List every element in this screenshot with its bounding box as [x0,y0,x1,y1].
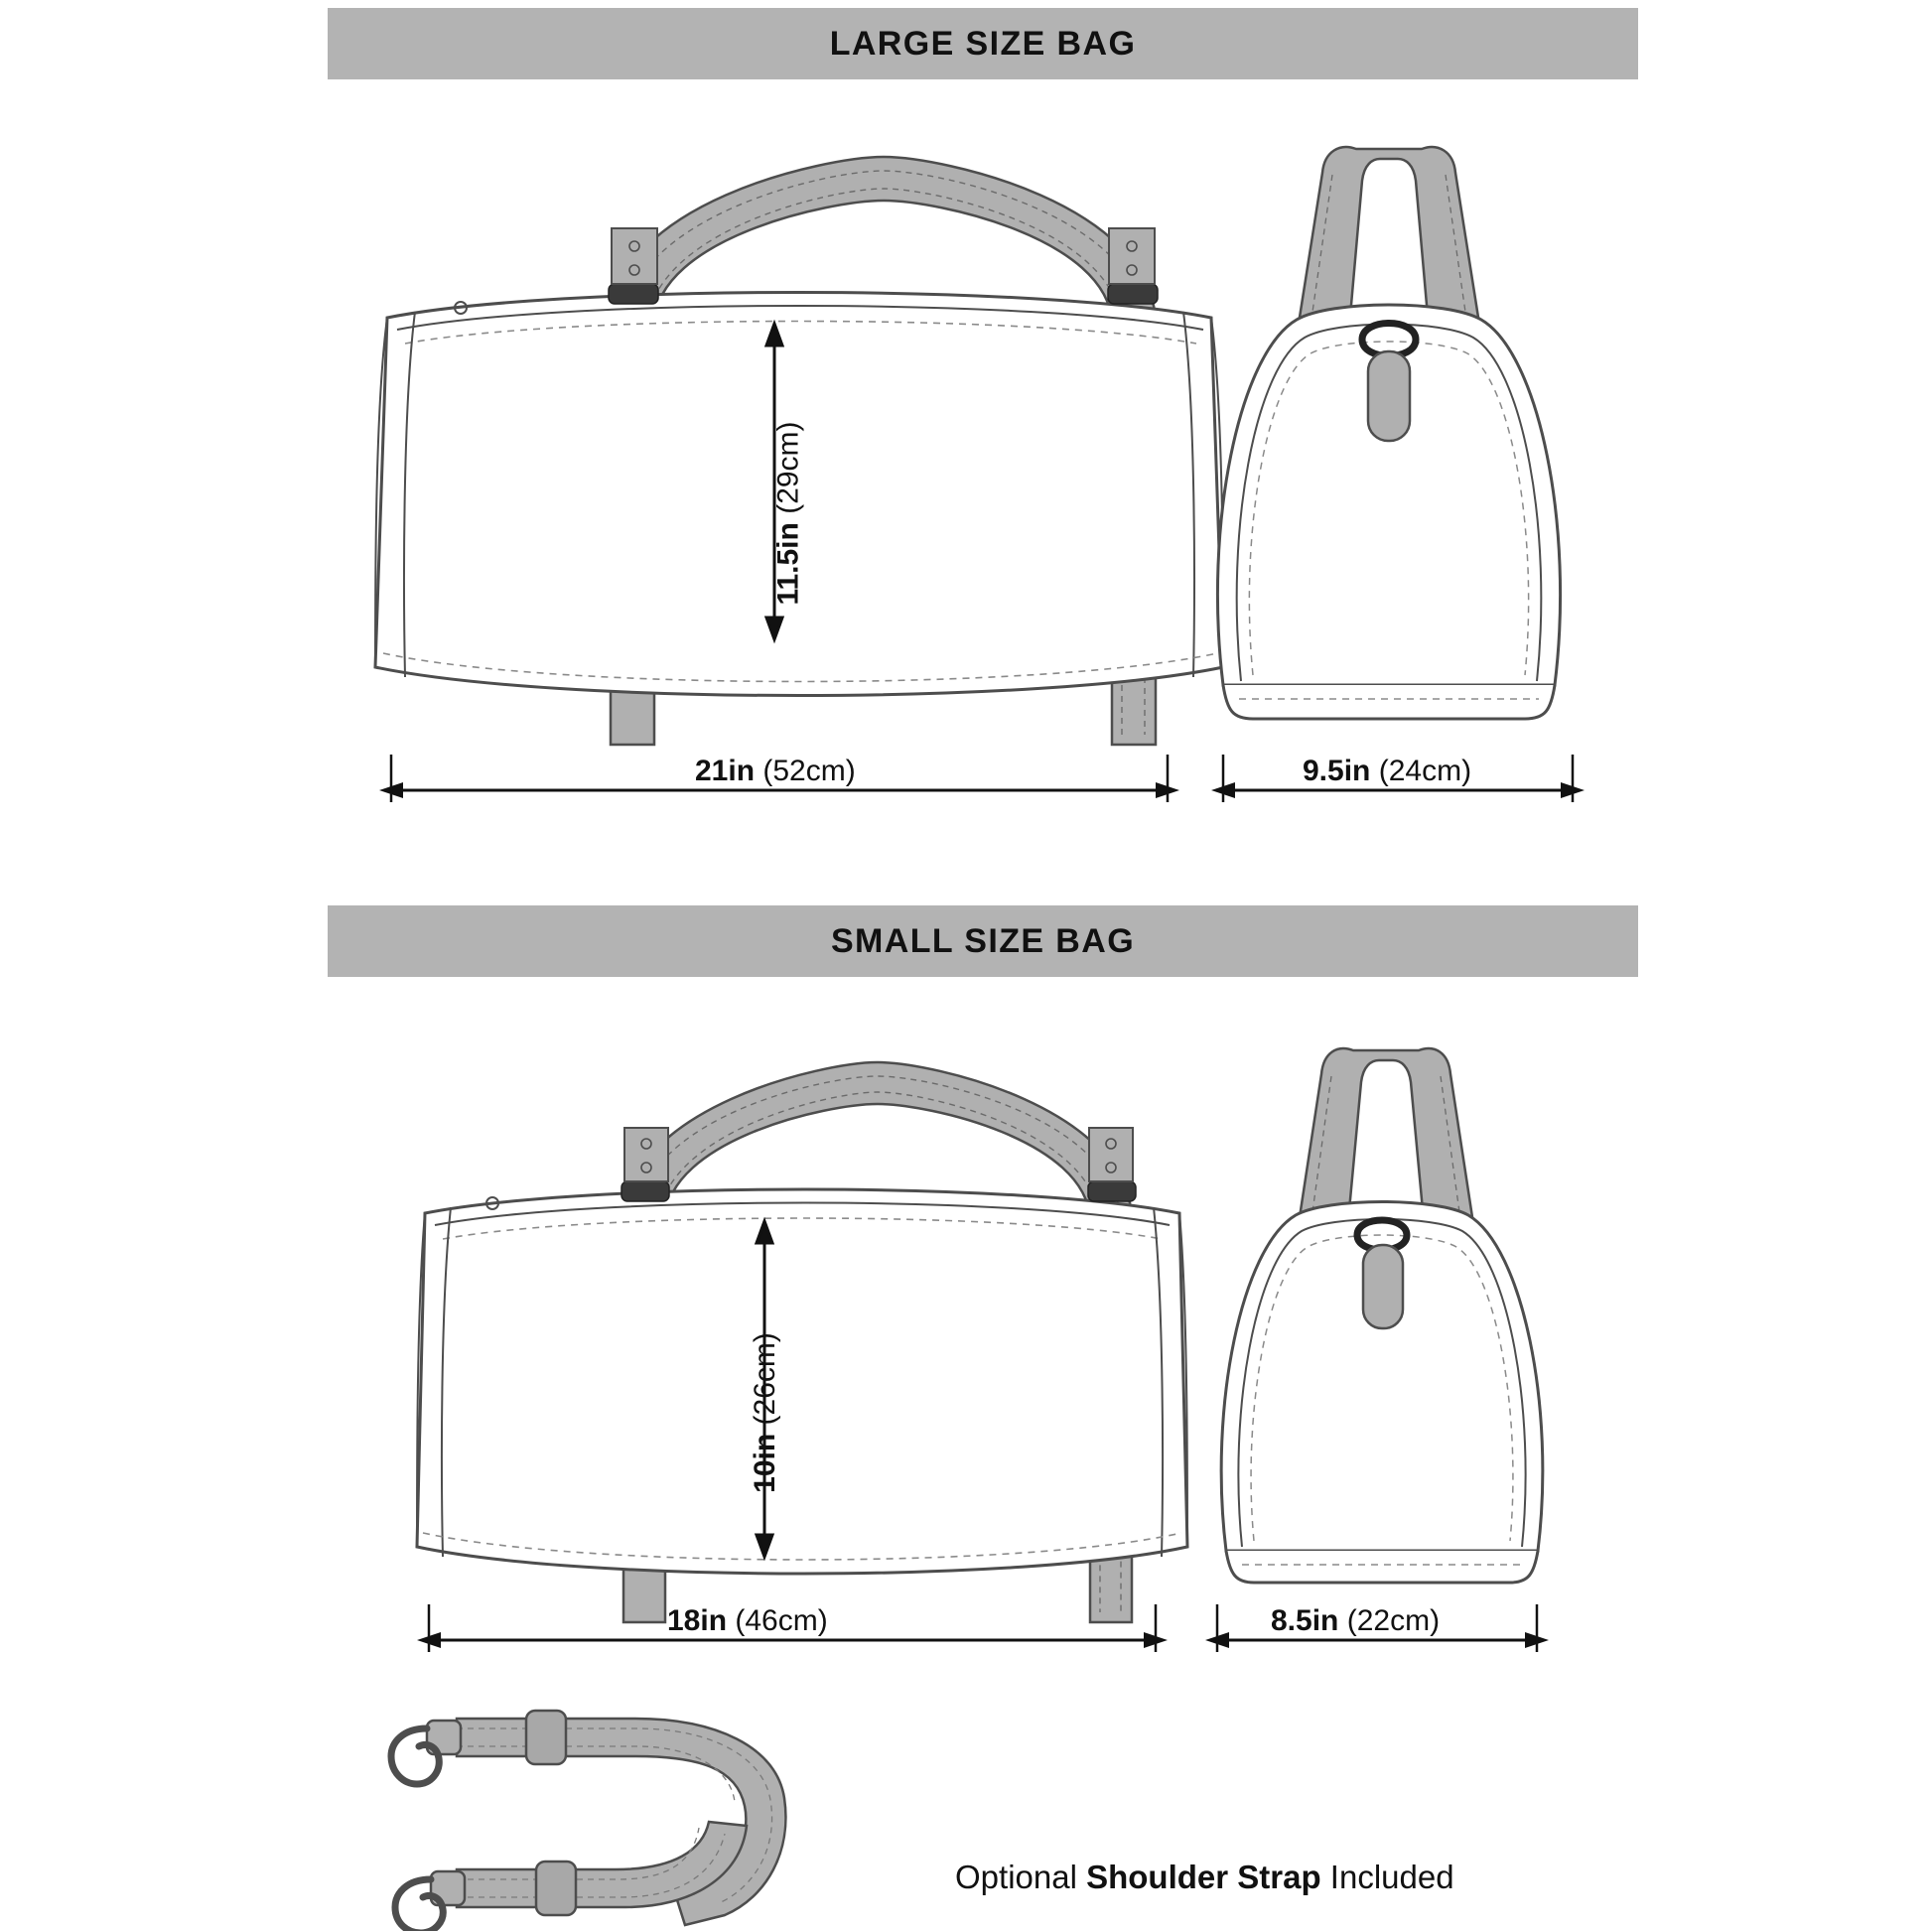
large-front-width-label [695,755,856,788]
large-front-height-unit: (29cm) [771,421,805,514]
note-highlight: Shoulder Strap [1086,1859,1321,1895]
section-header-large [328,8,1638,79]
note-prefix: Optional [955,1859,1087,1895]
large-front-height-label [772,421,806,605]
small-bag-front-view [397,1013,1191,1708]
section-header-small [328,905,1638,977]
small-side-width-label [1271,1604,1440,1638]
large-side-width-unit: (24cm) [1378,755,1472,787]
small-side-width-value: 8.5in [1271,1604,1339,1637]
small-front-width-label [667,1604,828,1638]
bag-body-small [417,1189,1187,1574]
strap-band [457,1719,785,1925]
section-header-small-label: SMALL SIZE BAG [830,921,1136,960]
strap-clip-bottom [395,1871,465,1931]
large-front-width-unit: (52cm) [762,755,856,787]
large-side-width-label [1303,755,1471,788]
small-bag-side-view [1186,1033,1584,1648]
small-front-width-value: 18in [667,1604,728,1637]
small-front-width-unit: (46cm) [735,1604,828,1637]
large-bag-side-view [1181,129,1598,784]
large-side-width-value: 9.5in [1303,755,1371,787]
strap-clip-top [391,1721,461,1784]
small-front-height-unit: (26cm) [748,1332,781,1426]
small-side-width-unit: (22cm) [1346,1604,1441,1637]
small-front-height-value: 10in [748,1433,781,1493]
shoulder-strap-note [955,1859,1454,1896]
shoulder-strap-illustration [387,1703,943,1931]
large-front-width-value: 21in [695,755,756,787]
small-front-height-label [749,1332,782,1493]
section-header-large-label: LARGE SIZE BAG [829,24,1137,63]
large-front-height-value: 11.5in [771,522,805,606]
note-suffix: Included [1320,1859,1454,1895]
